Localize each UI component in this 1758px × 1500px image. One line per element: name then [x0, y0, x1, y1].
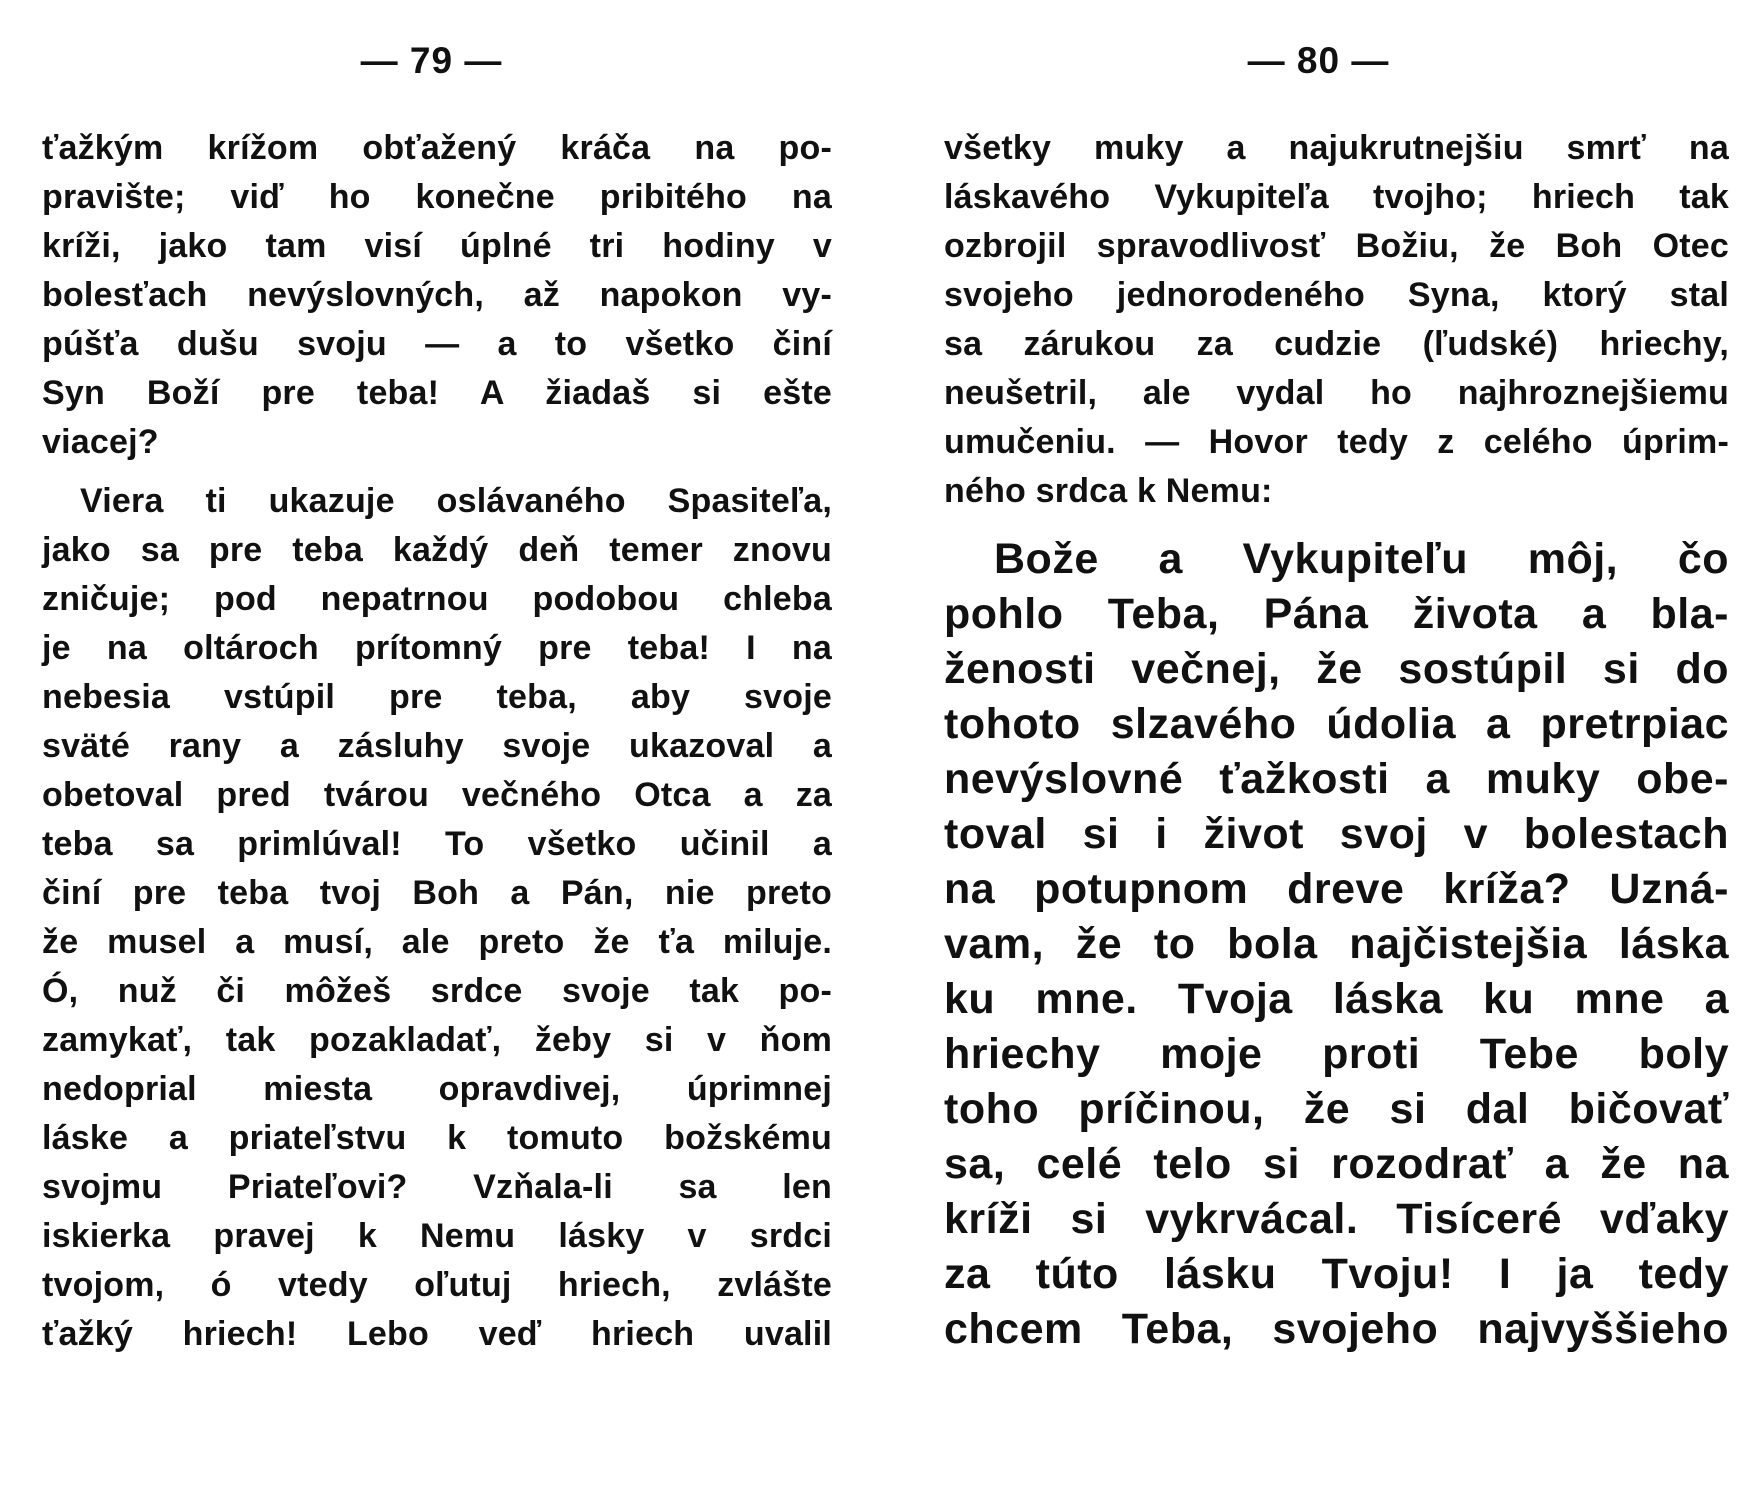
text-line: Syn Boží pre teba! A žiadaš si ešte: [42, 374, 832, 412]
text-line: ozbrojil spravodlivosť Božiu, že Boh Otec: [944, 227, 1729, 265]
text-line: obetoval pred tvárou večného Otca a za: [42, 776, 832, 814]
prayer-line: toval si i život svoj v bolestach: [944, 810, 1729, 858]
text-line: zamykať, tak pozakladať, žeby si v ňom: [42, 1021, 832, 1059]
prayer-line: pohlo Teba, Pána života a bla-: [944, 590, 1729, 638]
text-line: láske a priateľstvu k tomuto božskému: [42, 1119, 832, 1157]
text-line: Viera ti ukazuje oslávaného Spasiteľa,: [80, 482, 832, 520]
text-line: jako sa pre teba každý deň temer znovu: [42, 531, 832, 569]
page-number-left: — 79 —: [360, 40, 503, 81]
prayer-line: kríži si vykrvácal. Tisíceré vďaky: [944, 1195, 1729, 1243]
right-page: [879, 0, 1758, 1500]
text-line: ťažkým krížom obťažený kráča na po-: [42, 129, 832, 167]
text-line: tvojom, ó vtedy oľutuj hriech, zvlášte: [42, 1266, 832, 1304]
text-line: púšťa dušu svoju — a to všetko činí: [42, 325, 832, 363]
text-line: iskierka pravej k Nemu lásky v srdci: [42, 1217, 832, 1255]
prayer-line: na potupnom dreve kríža? Uzná-: [944, 865, 1729, 913]
text-line: sa zárukou za cudzie (ľudské) hriechy,: [944, 325, 1729, 363]
right-text-column: [944, 124, 1729, 1357]
prayer-line: za túto lásku Tvoju! I ja tedy: [944, 1250, 1729, 1298]
prayer-line: vam, že to bola najčistejšia láska: [944, 920, 1729, 968]
prayer-line: ženosti večnej, že sostúpil si do: [944, 645, 1729, 693]
text-line: že musel a musí, ale preto že ťa miluje.: [42, 923, 832, 961]
text-line: pravište; viď ho konečne pribitého na: [42, 178, 832, 216]
prayer-line: toho príčinou, že si dal bičovať: [944, 1085, 1729, 1133]
text-line: teba sa primlúval! To všetko učinil a: [42, 825, 832, 863]
prayer-line: hriechy moje proti Tebe boly: [944, 1030, 1729, 1078]
text-line: nedoprial miesta opravdivej, úprimnej: [42, 1070, 832, 1108]
prayer-line: sa, celé telo si rozodrať a že na: [944, 1140, 1729, 1188]
left-text-column: [42, 124, 832, 1359]
prayer-line: chcem Teba, svojeho najvyššieho: [944, 1305, 1729, 1353]
prayer-line: tohoto slzavého údolia a pretrpiac: [944, 700, 1729, 748]
text-line: ťažký hriech! Lebo veď hriech uvalil: [42, 1315, 832, 1353]
text-line: kríži, jako tam visí úplné tri hodiny v: [42, 227, 832, 265]
text-line: láskavého Vykupiteľa tvojho; hriech tak: [944, 178, 1729, 216]
prayer-block: [944, 532, 1729, 1357]
prayer-line: Bože a Vykupiteľu môj, čo: [994, 535, 1729, 583]
text-line: Ó, nuž či môžeš srdce svoje tak po-: [42, 972, 832, 1010]
prayer-line: nevýslovné ťažkosti a muky obe-: [944, 755, 1729, 803]
text-line: svojeho jednorodeného Syna, ktorý stal: [944, 276, 1729, 314]
prayer-line: ku mne. Tvoja láska ku mne a: [944, 975, 1729, 1023]
text-line: sväté rany a zásluhy svoje ukazoval a: [42, 727, 832, 765]
text-line: ného srdca k Nemu:: [944, 472, 1273, 510]
text-line: činí pre teba tvoj Boh a Pán, nie preto: [42, 874, 832, 912]
page-number-right: — 80 —: [1247, 40, 1390, 81]
text-line: neušetril, ale vydal ho najhroznejšiemu: [944, 374, 1729, 412]
text-line: nebesia vstúpil pre teba, aby svoje: [42, 678, 832, 716]
text-line: je na oltároch prítomný pre teba! I na: [42, 629, 832, 667]
text-line: zničuje; pod nepatrnou podobou chleba: [42, 580, 832, 618]
text-line: viacej?: [42, 423, 159, 461]
text-line: všetky muky a najukrutnejšiu smrť na: [944, 129, 1729, 167]
text-line: umučeniu. — Hovor tedy z celého úprim-: [944, 423, 1729, 461]
text-line: bolesťach nevýslovných, až napokon vy-: [42, 276, 832, 314]
text-line: svojmu Priateľovi? Vzňala-li sa len: [42, 1168, 832, 1206]
